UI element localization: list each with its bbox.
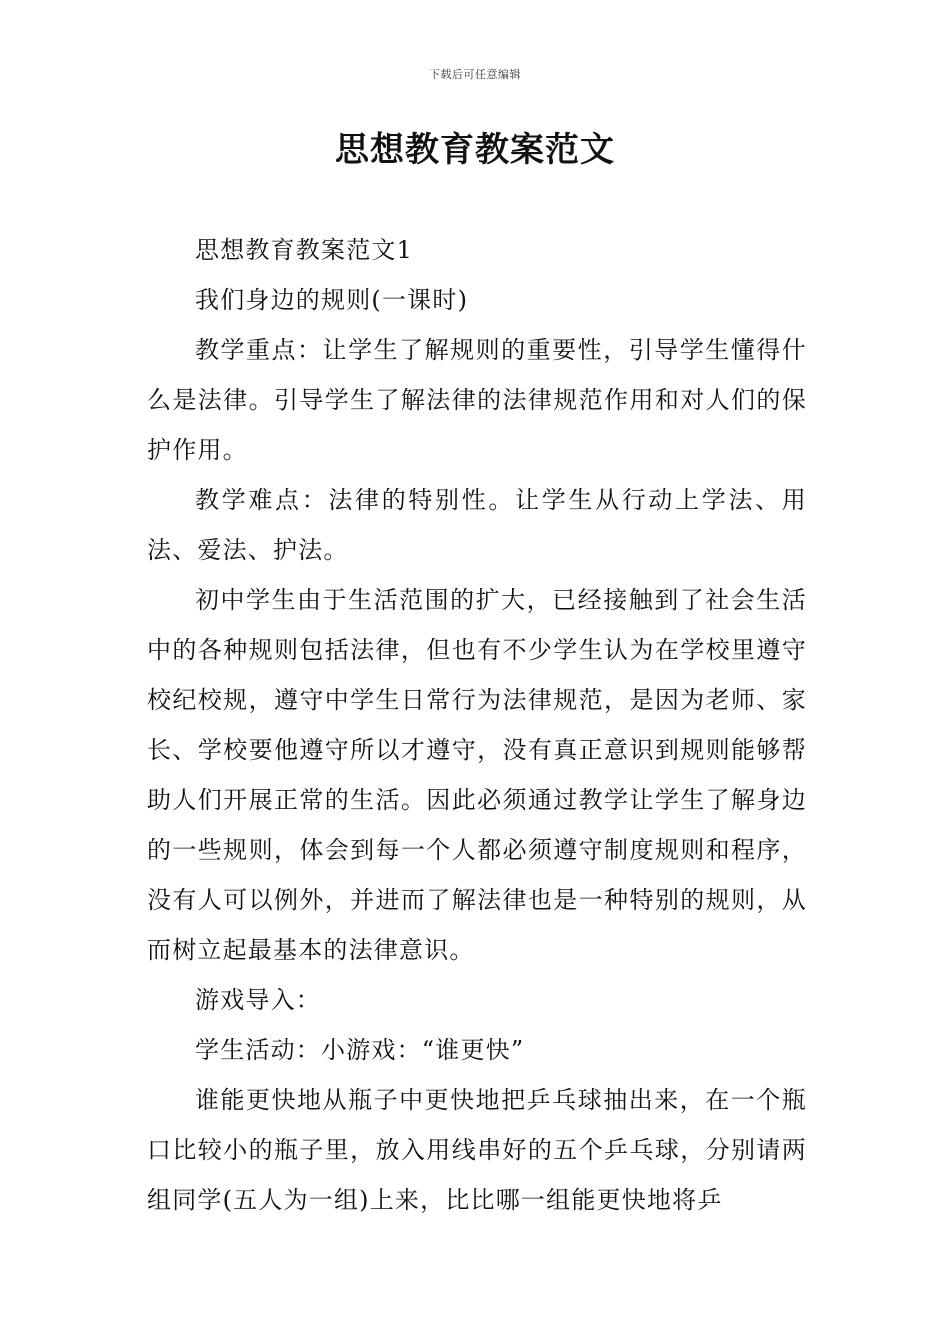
header-note: 下载后可任意编辑 (429, 68, 521, 81)
document-title: 思想教育教案范文 (335, 130, 615, 170)
paragraph-game-intro: 游戏导入： (195, 986, 321, 1014)
paragraph-section-heading: 思想教育教案范文1 (195, 236, 414, 264)
document-body (147, 225, 807, 1225)
paragraph-lesson-title: 我们身边的规则(一课时) (195, 286, 469, 314)
paragraph-background: 初中学生由于生活范围的扩大，已经接触到了社会生活中的各种规则包括法律，但也有不少学生认为在学校里遵守校纪校规，遵守中学生日常行为法律规范，是因为老师、家长、学校要他遵守所以才遵守，没有真正意识到规则能够帮助人们开展正常的生活。因此必须通过教学让学生了解身边的一些规则，体会到每一个人都必须遵守制度规则和程序，没有人可以例外，并进而了解法律也是一种特别的规则，从而树立起最基本的法律意识。 (147, 586, 807, 964)
paragraph-student-activity: 学生活动：小游戏：“谁更快” (195, 1036, 525, 1064)
paragraph-game-description: 谁能更快地从瓶子中更快地把乒乓球抽出来，在一个瓶口比较小的瓶子里，放入用线串好的五个乒乓球，分别请两组同学(五人为一组)上来，比比哪一组能更快地将乒 (147, 1086, 807, 1214)
paragraph-teaching-focus: 教学重点：让学生了解规则的重要性，引导学生懂得什么是法律。引导学生了解法律的法律规范作用和对人们的保护作用。 (147, 336, 807, 464)
paragraph-teaching-difficulty: 教学难点：法律的特别性。让学生从行动上学法、用法、爱法、护法。 (147, 486, 807, 564)
